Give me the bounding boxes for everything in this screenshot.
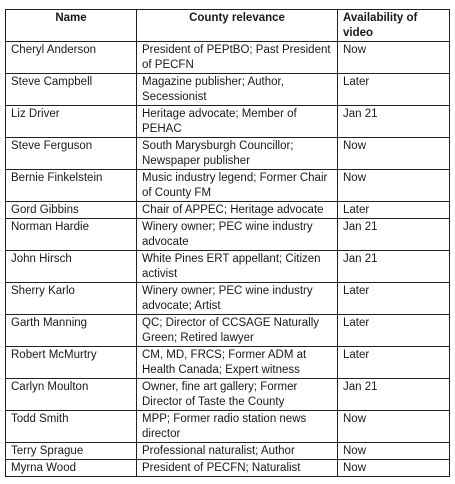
cell-availability: Now	[338, 42, 450, 74]
cell-relevance: Heritage advocate; Member of PEHAC	[137, 106, 338, 138]
cell-availability: Later	[338, 283, 450, 315]
table-row	[6, 283, 450, 315]
cell-name: Steve Campbell	[6, 74, 137, 106]
cell-relevance: Professional naturalist; Author	[137, 443, 338, 460]
cell-availability: Jan 21	[338, 379, 450, 411]
table-row	[6, 74, 450, 106]
table-row	[6, 202, 450, 219]
cell-relevance: White Pines ERT appellant; Citizen activist	[137, 251, 338, 283]
cell-name: Myrna Wood	[6, 460, 137, 477]
cell-availability: Now	[338, 460, 450, 477]
table-row	[6, 138, 450, 170]
cell-name: Robert McMurtry	[6, 347, 137, 379]
cell-relevance: QC; Director of CCSAGE Naturally Green; Retired lawyer	[137, 315, 338, 347]
cell-availability: Later	[338, 202, 450, 219]
speakers-table	[5, 9, 450, 477]
cell-name: Bernie Finkelstein	[6, 170, 137, 202]
cell-relevance: Magazine publisher; Author, Secessionist	[137, 74, 338, 106]
cell-name: Steve Ferguson	[6, 138, 137, 170]
cell-availability: Now	[338, 170, 450, 202]
cell-availability: Now	[338, 411, 450, 443]
cell-name: Todd Smith	[6, 411, 137, 443]
cell-relevance: South Marysburgh Councillor; Newspaper publisher	[137, 138, 338, 170]
cell-relevance: President of PEPtBO; Past President of PECFN	[137, 42, 338, 74]
table-row	[6, 315, 450, 347]
cell-name: Cheryl Anderson	[6, 42, 137, 74]
table-row	[6, 170, 450, 202]
table-row	[6, 379, 450, 411]
cell-availability: Later	[338, 74, 450, 106]
cell-availability: Later	[338, 315, 450, 347]
cell-relevance: Winery owner; PEC wine industry advocate	[137, 219, 338, 251]
cell-availability: Jan 21	[338, 219, 450, 251]
table-row	[6, 106, 450, 138]
cell-relevance: President of PECFN; Naturalist	[137, 460, 338, 477]
table-row	[6, 411, 450, 443]
cell-name: Liz Driver	[6, 106, 137, 138]
table-row	[6, 42, 450, 74]
cell-availability: Jan 21	[338, 106, 450, 138]
table-header-row	[6, 10, 450, 42]
cell-name: Garth Manning	[6, 315, 137, 347]
cell-name: Sherry Karlo	[6, 283, 137, 315]
cell-relevance: Winery owner; PEC wine industry advocate; Artist	[137, 283, 338, 315]
cell-name: Terry Sprague	[6, 443, 137, 460]
table-row	[6, 460, 450, 477]
cell-relevance: Owner, fine art gallery; Former Director of Taste the County	[137, 379, 338, 411]
cell-availability: Later	[338, 347, 450, 379]
table-row	[6, 347, 450, 379]
table-row	[6, 251, 450, 283]
cell-relevance: Chair of APPEC; Heritage advocate	[137, 202, 338, 219]
cell-name: Norman Hardie	[6, 219, 137, 251]
table-row	[6, 443, 450, 460]
header-availability: Availability of video	[338, 10, 450, 42]
cell-relevance: MPP; Former radio station news director	[137, 411, 338, 443]
cell-relevance: CM, MD, FRCS; Former ADM at Health Canada; Expert witness	[137, 347, 338, 379]
header-name: Name	[6, 10, 137, 42]
cell-availability: Now	[338, 443, 450, 460]
cell-name: John Hirsch	[6, 251, 137, 283]
cell-name: Carlyn Moulton	[6, 379, 137, 411]
cell-availability: Now	[338, 138, 450, 170]
header-county-relevance: County relevance	[137, 10, 338, 42]
table-row	[6, 219, 450, 251]
cell-relevance: Music industry legend; Former Chair of County FM	[137, 170, 338, 202]
cell-availability: Jan 21	[338, 251, 450, 283]
cell-name: Gord Gibbins	[6, 202, 137, 219]
